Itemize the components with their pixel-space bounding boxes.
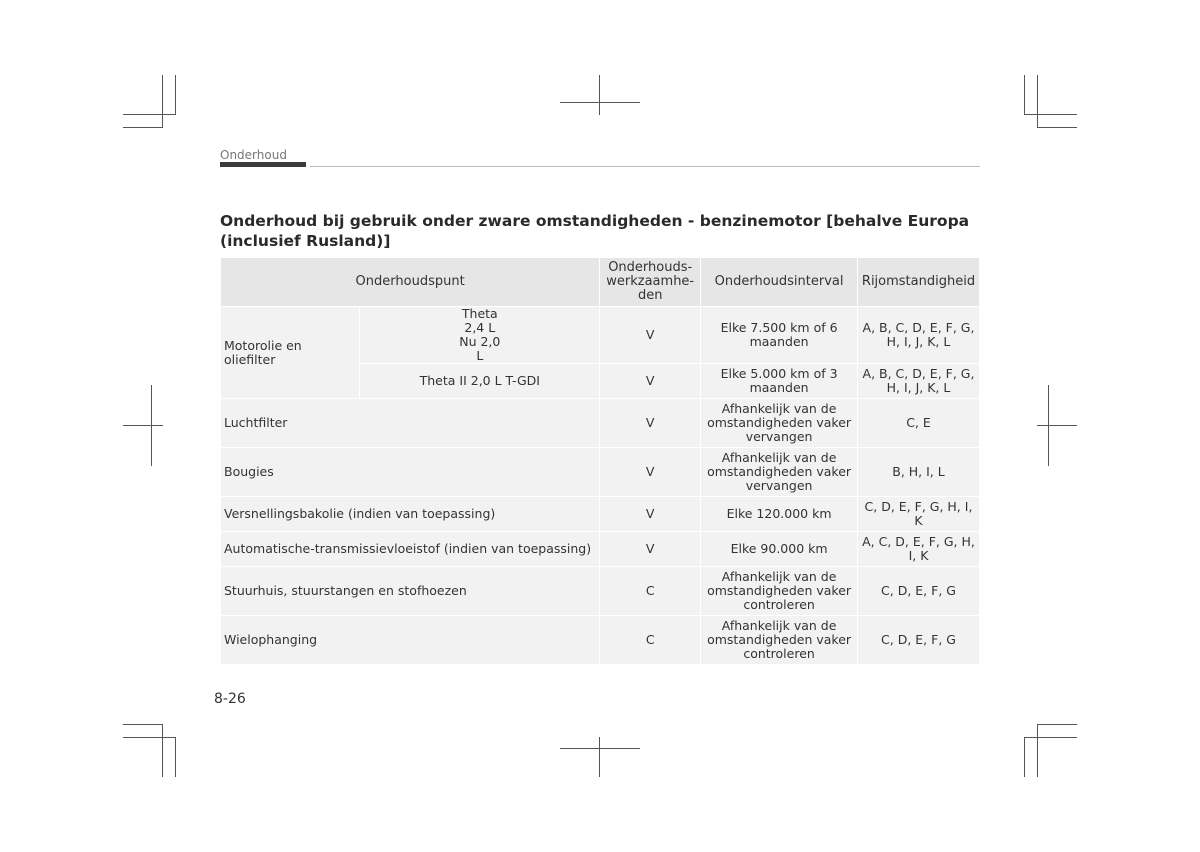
table-row [221, 616, 980, 665]
column-header-interval: Onderhoudsinterval [701, 258, 858, 307]
header-bar [220, 162, 306, 167]
row-conditions: C, E [857, 399, 979, 448]
row-operation: V [600, 364, 701, 399]
row-item: Motorolie en oliefilter [221, 307, 360, 399]
table-row [221, 497, 980, 532]
row-interval: Elke 5.000 km of 3 maanden [701, 364, 858, 399]
row-interval: Afhankelijk van de omstandigheden vaker controleren [701, 567, 858, 616]
row-conditions: A, B, C, D, E, F, G, H, I, J, K, L [857, 307, 979, 364]
table-row [221, 567, 980, 616]
column-header-operation: Onderhouds-werkzaamhe-den [600, 258, 701, 307]
row-conditions: C, D, E, F, G [857, 616, 979, 665]
row-operation: V [600, 399, 701, 448]
row-interval: Afhankelijk van de omstandigheden vaker controleren [701, 616, 858, 665]
table-row [221, 307, 980, 364]
row-operation: C [600, 567, 701, 616]
row-interval: Afhankelijk van de omstandigheden vaker vervangen [701, 448, 858, 497]
column-header-conditions: Rijomstandigheid [857, 258, 979, 307]
table-row [221, 399, 980, 448]
maintenance-table [220, 257, 980, 665]
column-header-item: Onderhoudspunt [221, 258, 600, 307]
table-row [221, 532, 980, 567]
row-operation: C [600, 616, 701, 665]
table-row [221, 448, 980, 497]
row-operation: V [600, 532, 701, 567]
section-label: Onderhoud [220, 148, 287, 162]
row-interval: Afhankelijk van de omstandigheden vaker vervangen [701, 399, 858, 448]
page-number: 8-26 [214, 691, 246, 707]
row-conditions: C, D, E, F, G [857, 567, 979, 616]
page-title: Onderhoud bij gebruik onder zware omstandigheden - benzinemotor [behalve Europa (inclusief Rusland)] [220, 212, 970, 250]
row-subitem: Theta II 2,0 L T-GDI [360, 364, 600, 399]
header-rule [310, 166, 980, 167]
row-conditions: A, C, D, E, F, G, H, I, K [857, 532, 979, 567]
row-interval: Elke 90.000 km [701, 532, 858, 567]
row-subitem: Theta 2,4 L Nu 2,0 L [360, 307, 600, 364]
row-interval: Elke 120.000 km [701, 497, 858, 532]
row-item: Automatische-transmissievloeistof (indien van toepassing) [221, 532, 600, 567]
row-item: Luchtfilter [221, 399, 600, 448]
row-operation: V [600, 497, 701, 532]
row-conditions: B, H, I, L [857, 448, 979, 497]
row-operation: V [600, 307, 701, 364]
table-header-row [221, 258, 980, 307]
row-item: Stuurhuis, stuurstangen en stofhoezen [221, 567, 600, 616]
row-operation: V [600, 448, 701, 497]
row-item: Bougies [221, 448, 600, 497]
row-conditions: A, B, C, D, E, F, G, H, I, J, K, L [857, 364, 979, 399]
row-conditions: C, D, E, F, G, H, I, K [857, 497, 979, 532]
row-interval: Elke 7.500 km of 6 maanden [701, 307, 858, 364]
row-item: Wielophanging [221, 616, 600, 665]
row-item: Versnellingsbakolie (indien van toepassing) [221, 497, 600, 532]
